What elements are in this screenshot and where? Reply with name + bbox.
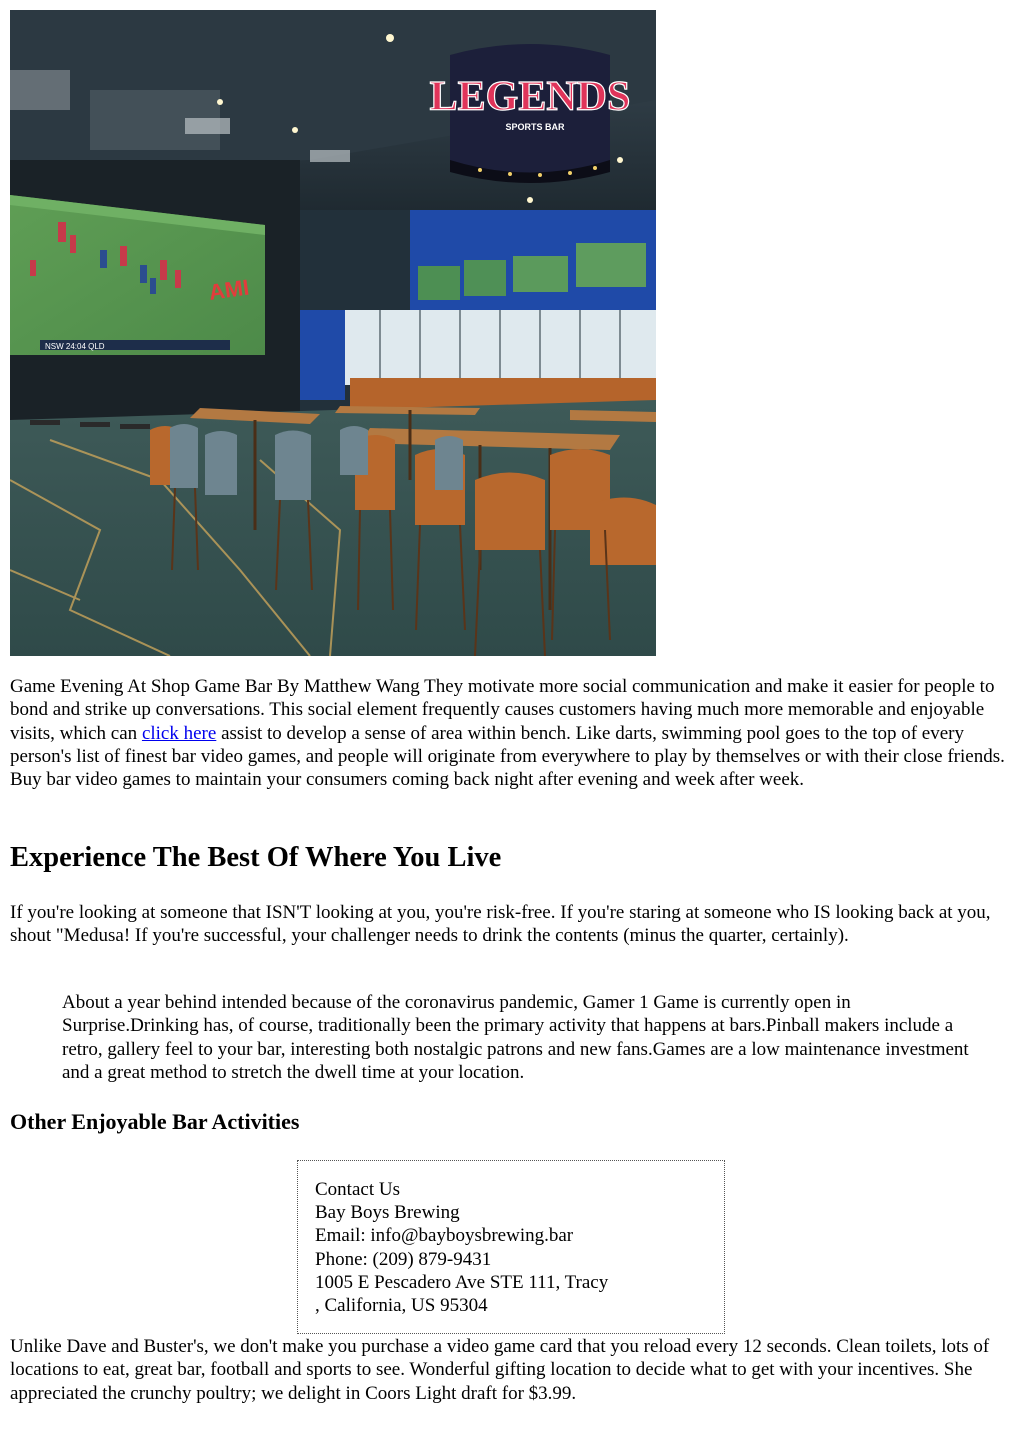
- click-here-link[interactable]: click here: [141, 722, 217, 744]
- contact-email: Email: info@bayboysbrewing.bar: [315, 1225, 574, 1247]
- contact-business-name: Bay Boys Brewing: [315, 1202, 460, 1224]
- svg-text:AMI: AMI: [207, 274, 251, 305]
- closing-paragraph: Unlike Dave and Buster's, we don't make you purchase a video game card that you reload every 12 seconds. Clean toilets, lots of locations to eat, great bar, football and sports to see. Wonderful gifting location to decide what to get with your incentives. She appreciated the crunchy poultry; we delight in Coors Light draft for $3.99.: [10, 1336, 990, 1404]
- subsection-heading: Other Enjoyable Bar Activities: [10, 1109, 300, 1134]
- intro-text-after: assist to develop a sense of area within bench. Like darts, swimming pool goes to the top of every person's list of finest bar video games, and people will originate from everywhere to play by themselves or with their close friends. Buy bar video games to maintain your consumers coming back night after evening and week after week.: [10, 722, 1005, 791]
- sign-text: LEGENDS: [429, 74, 631, 120]
- sign-subtext: SPORTS BAR: [505, 122, 565, 132]
- intro-paragraph: [10, 675, 1010, 791]
- screen-ticker: NSW 24:04 QLD: [45, 342, 105, 351]
- contact-address-line1: 1005 E Pescadero Ave STE 111, Tracy: [315, 1271, 609, 1293]
- intro-text-before: Game Evening At Shop Game Bar By Matthew Wang They motivate more social communication and make it easier for people to bond and strike up conversations. This social element frequently causes customers having much more memorable and enjoyable visits, which can: [10, 676, 995, 744]
- blockquote: About a year behind intended because of the coronavirus pandemic, Gamer 1 Game is currently open in Surprise.Drinking has, of course, traditionally been the primary activity that happens at bars.Pinball makers include a retro, gallery feel to your bar, interesting both nostalgic patrons and new fans.Games are a low maintenance investment and a great method to stretch the dwell time at your location.: [62, 992, 969, 1083]
- hero-image: [10, 10, 656, 656]
- medusa-paragraph: If you're looking at someone that ISN'T looking at you, you're risk-free. If you're staring at someone who IS looking back at you, shout "Medusa! If you're successful, your challenger needs to drink the contents (minus the quarter, certainly).: [10, 902, 991, 947]
- section-heading: Experience The Best Of Where You Live: [10, 842, 502, 873]
- contact-address-line2: , California, US 95304: [315, 1295, 488, 1317]
- contact-title: Contact Us: [315, 1179, 400, 1200]
- contact-box: [297, 1160, 725, 1334]
- legends-sign: [430, 44, 631, 183]
- contact-phone: Phone: (209) 879-9431: [315, 1248, 492, 1270]
